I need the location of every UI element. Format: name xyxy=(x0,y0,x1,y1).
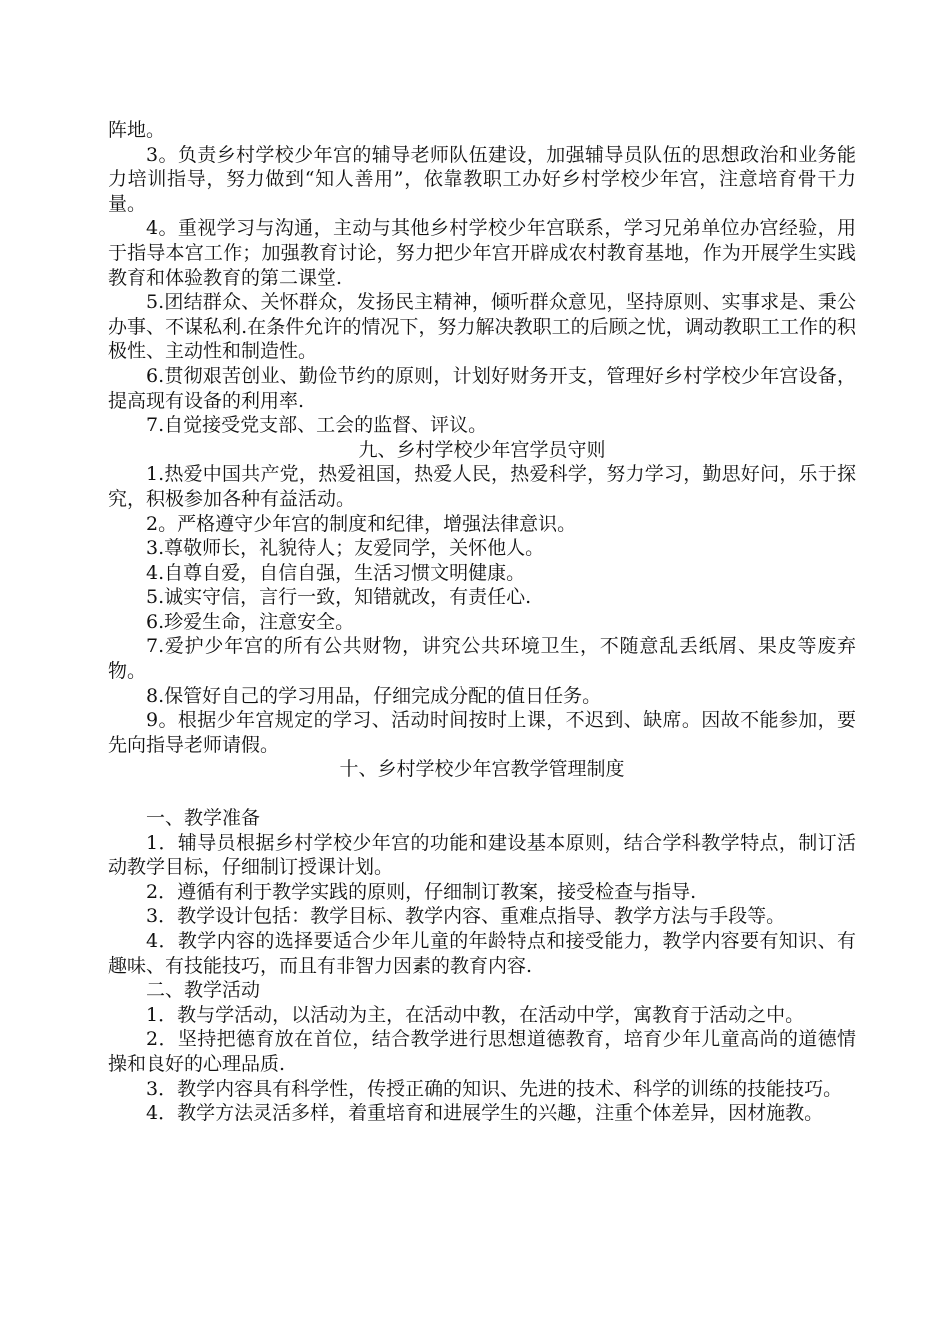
prep-item-4: 4．教学内容的选择要适合少年儿童的年龄特点和接受能力，教学内容要有知识、有趣味、有技能技巧，而且有非智力因素的教育内容. xyxy=(108,930,856,977)
paragraph-continuation: 阵地。 xyxy=(108,119,166,141)
activity-item-4: 4．教学方法灵活多样，着重培育和进展学生的兴趣，注重个体差异，因材施教。 xyxy=(146,1102,824,1125)
subsection-title-teaching-prep: 一、教学准备 xyxy=(146,807,261,830)
duty-item-4: 4。重视学习与沟通，主动与其他乡村学校少年宫联系，学习兄弟单位办宫经验，用于指导本宫工作；加强教育讨论，努力把少年宫开辟成农村教育基地，作为开展学生实践教育和体验教育的第二课堂. xyxy=(108,217,856,289)
prep-item-1: 1．辅导员根据乡村学校少年宫的功能和建设基本原则，结合学科教学特点，制订活动教学目标，仔细制订授课计划。 xyxy=(108,831,856,879)
rule-item-5: 5.诚实守信，言行一致，知错就改，有责任心. xyxy=(146,586,532,609)
rule-item-7: 7.爱护少年宫的所有公共财物，讲究公共环境卫生，不随意乱丢纸屑、果皮等废弃物。 xyxy=(108,635,856,683)
document-page xyxy=(108,118,856,1126)
rule-item-2: 2。严格遵守少年宫的制度和纪律，增强法律意识。 xyxy=(146,512,577,535)
duty-item-3: 3。负责乡村学校少年宫的辅导老师队伍建设，加强辅导员队伍的思想政治和业务能力培训指导，努力做到“知人善用”，依靠教职工办好乡村学校少年宫，注意培育骨干力量。 xyxy=(108,143,856,215)
duty-item-5: 5.团结群众、关怀群众，发扬民主精神，倾听群众意见，坚持原则、实事求是、秉公办事、不谋私利.在条件允许的情况下，努力解决教职工的后顾之忧，调动教职工工作的积极性、主动性和制造性。 xyxy=(108,291,856,363)
blank-line xyxy=(108,782,856,806)
subsection-title-teaching-activity: 二、教学活动 xyxy=(146,979,261,1002)
rule-item-4: 4.自尊自爱，自信自强，生活习惯文明健康。 xyxy=(146,561,526,584)
rule-item-1: 1.热爱中国共产党，热爱祖国，热爱人民，热爱科学，努力学习，勤思好问，乐于探究，积极参加各种有益活动。 xyxy=(108,463,856,510)
rule-item-6: 6.珍爱生命，注意安全。 xyxy=(146,610,355,633)
duty-item-7: 7.自觉接受党支部、工会的监督、评议。 xyxy=(146,414,488,437)
rule-item-9: 9。根据少年宫规定的学习、活动时间按时上课，不迟到、缺席。因故不能参加，要先向指导老师请假。 xyxy=(108,709,856,756)
activity-item-1: 1．教与学活动，以活动为主，在活动中教，在活动中学，寓教育于活动之中。 xyxy=(146,1003,805,1026)
prep-item-3: 3．教学设计包括：教学目标、教学内容、重难点指导、教学方法与手段等。 xyxy=(146,905,786,928)
rule-item-3: 3.尊敬师长，礼貌待人；友爱同学，关怀他人。 xyxy=(146,537,545,560)
duty-item-6: 6.贯彻艰苦创业、勤俭节约的原则，计划好财务开支，管理好乡村学校少年宫设备，提高现有设备的利用率. xyxy=(108,364,856,412)
activity-item-2: 2．坚持把德育放在首位，结合教学进行思想道德教育，培育少年儿童高尚的道德情操和良好的心理品质. xyxy=(108,1028,856,1075)
rule-item-8: 8.保管好自己的学习用品，仔细完成分配的值日任务。 xyxy=(146,684,602,707)
activity-item-3: 3．教学内容具有科学性，传授正确的知识、先进的技术、科学的训练的技能技巧。 xyxy=(146,1077,843,1100)
section-heading-10: 十、乡村学校少年宫教学管理制度 xyxy=(339,758,625,781)
section-heading-9: 九、乡村学校少年宫学员守则 xyxy=(358,438,606,461)
prep-item-2: 2．遵循有利于教学实践的原则，仔细制订教案，接受检查与指导. xyxy=(146,880,697,903)
